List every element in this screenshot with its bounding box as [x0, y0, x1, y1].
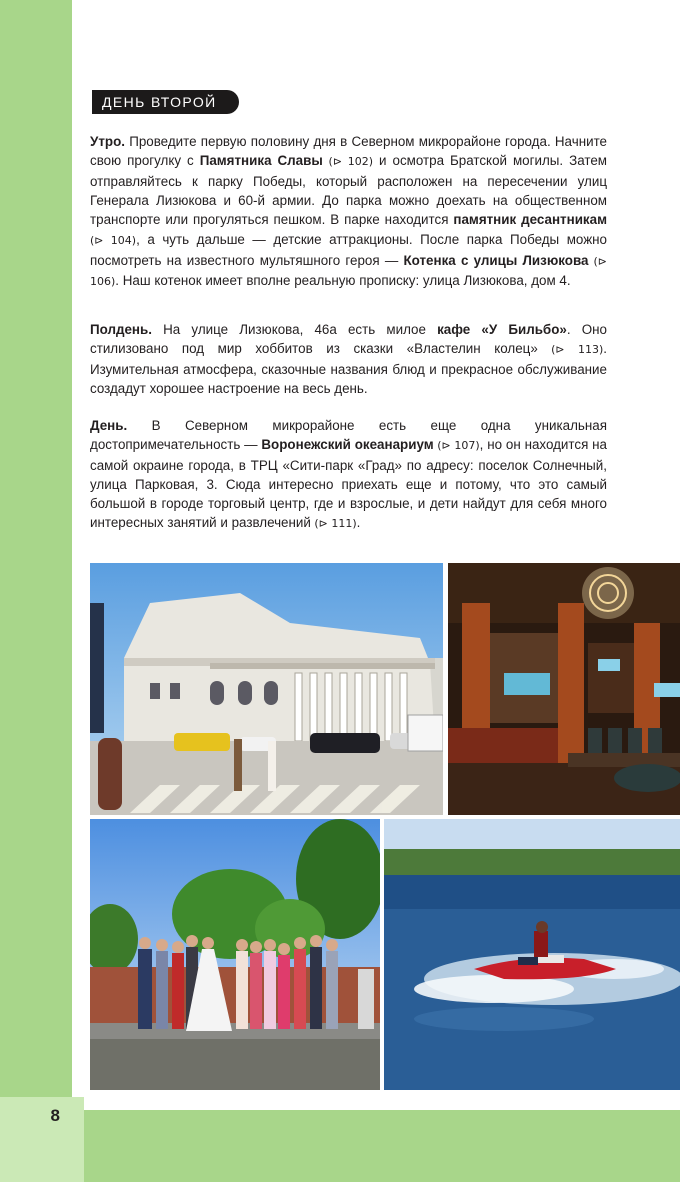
highlight-bilbo-cafe: кафе «У Бильбо»	[437, 322, 567, 337]
page-ref: (⊳ 106)	[90, 254, 607, 289]
paragraph-day	[90, 416, 607, 534]
photo-theatre	[90, 563, 443, 815]
highlight-kitten: Котенка с улицы Лизюкова	[403, 252, 589, 268]
page-ref: (⊳ 107)	[433, 439, 480, 453]
text-morning-4: . Наш котенок имеет вполне реальную прописку: улица Лизюкова, дом 4.	[115, 273, 571, 289]
page-ref: (⊳ 113)	[537, 343, 604, 357]
photo-jet-ski	[384, 819, 680, 1090]
highlight-monument-glory: Памятника Славы	[199, 153, 323, 169]
highlight-paratroopers-monument: памятник десантникам	[453, 212, 607, 228]
text-day-2: , но он находится на самой окраине города, в ТРЦ «Сити-парк «Град» по адресу: поселок Солнечный, улица Парковая, 3. Сюда интересно приехать еще и потому, что это самый большой в городе торговый центр, где и взрослые, и дети найдут для себя много интересных занятий и развлечений	[90, 437, 608, 531]
text-morning-3: , а чуть дальше — детские аттракционы. После парка Победы можно посмотреть на известного мультяшного героя —	[90, 232, 608, 268]
text-day-3: .	[356, 515, 361, 531]
highlight-oceanarium: Воронежский океанариум	[261, 437, 434, 453]
paragraph-noon	[90, 320, 607, 398]
photo-wedding-group	[90, 819, 380, 1090]
lead-noon: Полдень.	[90, 322, 152, 337]
text-noon-1: На улице Лизюкова, 46а есть милое	[151, 322, 438, 337]
lead-day: День.	[90, 418, 128, 433]
paragraph-morning	[90, 132, 607, 291]
section-label: ДЕНЬ ВТОРОЙ	[92, 90, 239, 114]
text-noon-2: . Оно стилизовано под мир хоббитов из сказки «Властелин колец»	[90, 322, 607, 357]
bottom-bar	[84, 1110, 680, 1182]
text-day-1: В Северном микрорайоне есть еще одна уникальная достопримечательность —	[90, 418, 607, 453]
page-number: 8	[50, 1106, 60, 1125]
page-ref: (⊳ 111)	[310, 517, 357, 531]
text-morning-2: и осмотра Братской могилы. Затем отправляйтесь к парку Победы, который расположен на пересечении улиц Генерала Лизюкова и 60-й армии. До парка можно доехать на общественном транспорте или прогуляться пешком. В парке находится	[90, 153, 607, 228]
text-noon-3: . Изумительная атмосфера, сказочные названия блюд и прекрасное обслуживание создадут хорошее настроение на весь день.	[90, 341, 608, 396]
text-morning-1: Проведите первую половину дня в Северном микрорайоне города. Начните свою прогулку с	[90, 134, 607, 169]
page-ref: (⊳ 102)	[322, 155, 374, 169]
page-ref: (⊳ 104)	[90, 234, 137, 248]
lead-morning: Утро.	[90, 134, 125, 149]
photo-cafe-interior	[448, 563, 680, 815]
left-margin-bar	[0, 0, 72, 1097]
